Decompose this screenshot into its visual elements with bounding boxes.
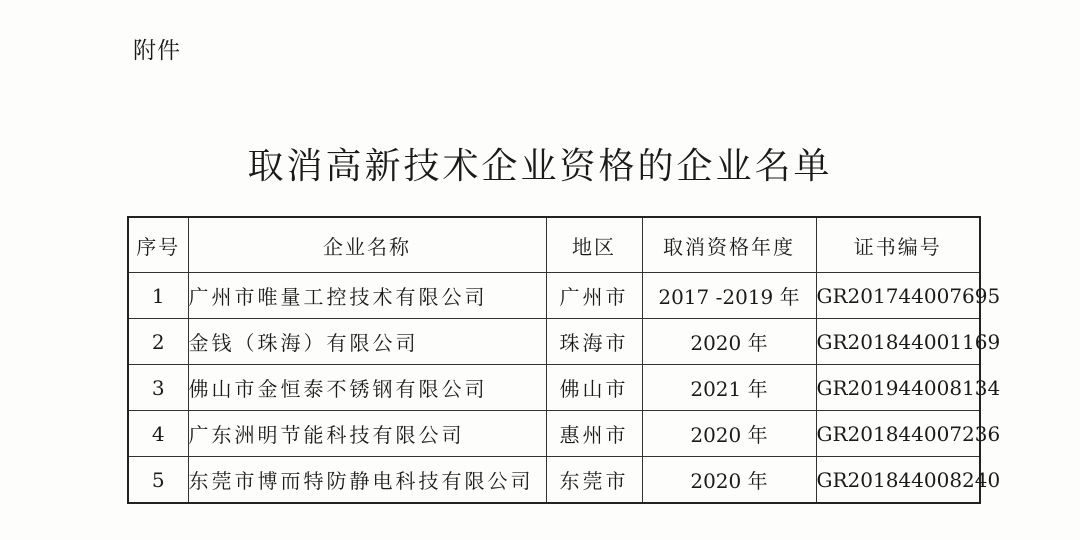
attachment-label: 附件 xyxy=(133,38,181,64)
cell-index: 1 xyxy=(128,273,188,319)
cell-cancel-year: 2020 年 xyxy=(642,457,816,504)
header-company-name: 企业名称 xyxy=(188,217,546,273)
cell-cancel-year: 2020 年 xyxy=(642,319,816,365)
cell-cancel-year: 2020 年 xyxy=(642,411,816,457)
cell-certificate-no: GR201944008134 xyxy=(816,365,980,411)
table-header-row xyxy=(128,217,980,273)
cell-company-name: 金钱（珠海）有限公司 xyxy=(188,319,546,365)
cell-company-name: 广州市唯量工控技术有限公司 xyxy=(188,273,546,319)
cell-certificate-no: GR201744007695 xyxy=(816,273,980,319)
cell-region: 惠州市 xyxy=(546,411,642,457)
cell-certificate-no: GR201844008240 xyxy=(816,457,980,504)
cell-index: 5 xyxy=(128,457,188,504)
document-title: 取消高新技术企业资格的企业名单 xyxy=(247,146,833,187)
header-cancel-year: 取消资格年度 xyxy=(642,217,816,273)
table-row xyxy=(128,411,980,457)
company-list-table xyxy=(127,216,1001,504)
cell-region: 珠海市 xyxy=(546,319,642,365)
cell-region: 广州市 xyxy=(546,273,642,319)
cell-cancel-year: 2017 -2019 年 xyxy=(642,273,816,319)
table-row xyxy=(128,319,980,365)
table-row xyxy=(128,457,980,504)
table-row xyxy=(128,365,980,411)
cell-company-name: 广东洲明节能科技有限公司 xyxy=(188,411,546,457)
cell-region: 东莞市 xyxy=(546,457,642,504)
cell-certificate-no: GR201844007236 xyxy=(816,411,980,457)
header-index: 序号 xyxy=(128,217,188,273)
cell-region: 佛山市 xyxy=(546,365,642,411)
cell-index: 2 xyxy=(128,319,188,365)
cell-index: 3 xyxy=(128,365,188,411)
header-region: 地区 xyxy=(546,217,642,273)
table-row xyxy=(128,273,980,319)
cell-certificate-no: GR201844001169 xyxy=(816,319,980,365)
cell-company-name: 佛山市金恒泰不锈钢有限公司 xyxy=(188,365,546,411)
cell-company-name: 东莞市博而特防静电科技有限公司 xyxy=(188,457,546,504)
cell-cancel-year: 2021 年 xyxy=(642,365,816,411)
cell-index: 4 xyxy=(128,411,188,457)
header-certificate-no: 证书编号 xyxy=(816,217,980,273)
